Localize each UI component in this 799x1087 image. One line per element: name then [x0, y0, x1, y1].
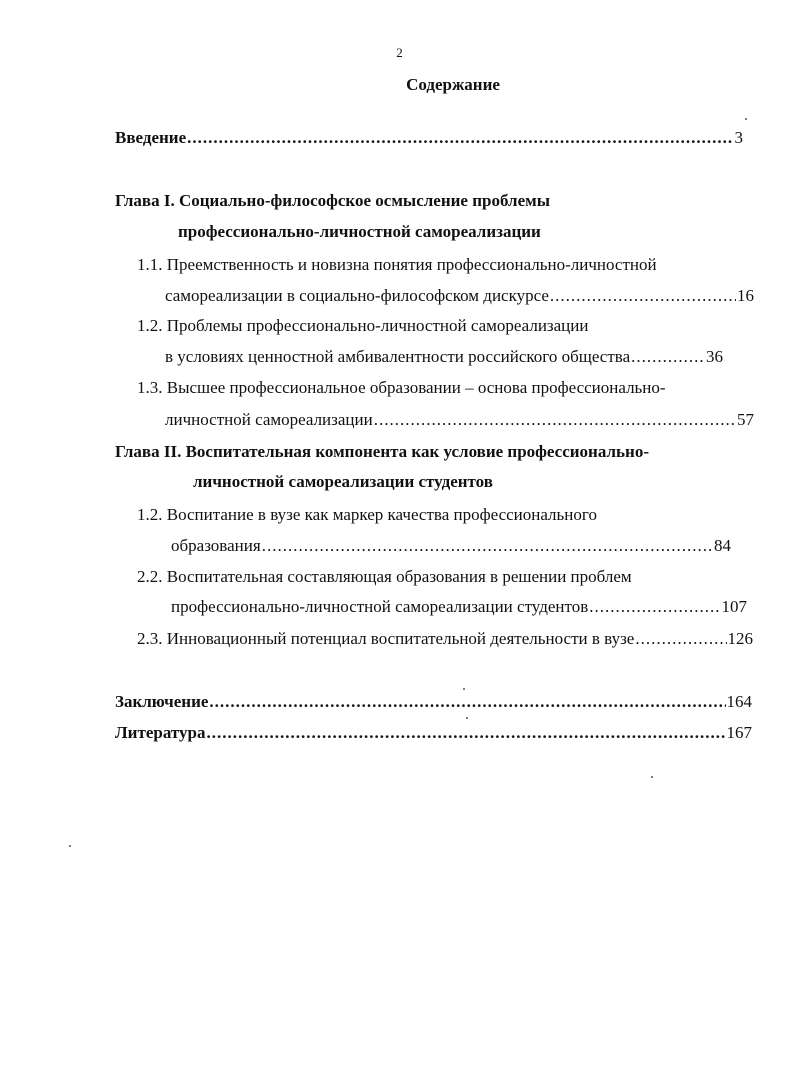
chapter-1-heading-line1[interactable]: Глава I. Социально-философское осмысление проблемы [115, 191, 550, 210]
toc-page-number: 107 [721, 597, 747, 616]
toc-page-number: 57 [737, 410, 754, 429]
toc-entry-label: образования [171, 536, 261, 555]
scan-speck [651, 776, 653, 778]
toc-page-number: 167 [726, 723, 752, 742]
toc-entry-1-3-line1[interactable]: 1.3. Высшее профессиональное образовании – основа профессионально- [137, 378, 666, 397]
toc-entry-label: профессионально-личностной самореализации студентов [171, 597, 589, 616]
toc-entry-1-2[interactable] [165, 347, 723, 367]
toc-entry-conclusion[interactable] [115, 692, 752, 712]
toc-entry-2-1-line1[interactable]: 1.2. Воспитание в вузе как маркер качества профессионального [137, 505, 597, 524]
toc-entry-1-2-line1[interactable]: 1.2. Проблемы профессионально-личностной самореализации [137, 316, 589, 335]
chapter-2-heading-line1[interactable]: Глава II. Воспитательная компонента как условие профессионально- [115, 442, 649, 461]
toc-entry-label: Литература [115, 723, 206, 742]
toc-entry-intro[interactable] [115, 128, 743, 148]
toc-page-number: 84 [714, 536, 731, 555]
toc-entry-1-3[interactable] [165, 410, 754, 430]
toc-entry-2-2-line1[interactable]: 2.2. Воспитательная составляющая образования в решении проблем [137, 567, 632, 586]
toc-page-number: 126 [727, 629, 753, 648]
chapter-1-heading-line2[interactable]: профессионально-личностной самореализации [178, 222, 541, 241]
dot-leader [187, 128, 733, 148]
toc-page-number: 164 [726, 692, 752, 711]
scan-speck [745, 118, 747, 120]
toc-entry-label: в условиях ценностной амбивалентности российского общества [165, 347, 631, 366]
toc-entry-label: Заключение [115, 692, 209, 711]
page-title: Содержание [406, 75, 500, 94]
scan-speck [69, 845, 71, 847]
dot-leader [635, 629, 726, 649]
toc-entry-label: Введение [115, 128, 187, 147]
toc-entry-literature[interactable] [115, 723, 752, 743]
dot-leader [374, 410, 736, 430]
toc-entry-label: самореализации в социально-философском дискурсе [165, 286, 549, 305]
toc-entry-1-1[interactable] [165, 286, 754, 306]
toc-entry-label: 2.3. Инновационный потенциал воспитательной деятельности в вузе [137, 629, 635, 648]
toc-entry-1-1-line1[interactable]: 1.1. Преемственность и новизна понятия профессионально-личностной [137, 255, 657, 274]
dot-leader [206, 723, 725, 743]
dot-leader [589, 597, 720, 617]
toc-entry-label: личностной самореализации [165, 410, 373, 429]
dot-leader [631, 347, 705, 367]
scan-speck [463, 688, 465, 690]
toc-page-number: 16 [737, 286, 754, 305]
scan-speck [466, 717, 468, 719]
toc-entry-2-1[interactable] [171, 536, 731, 556]
page-number: 2 [396, 45, 403, 60]
chapter-2-heading-line2[interactable]: личностной самореализации студентов [193, 472, 493, 491]
toc-entry-2-3[interactable] [137, 629, 753, 649]
dot-leader [209, 692, 725, 712]
toc-page-number: 36 [706, 347, 723, 366]
toc-page-number: 3 [734, 128, 743, 147]
dot-leader [550, 286, 736, 306]
dot-leader [262, 536, 713, 556]
toc-entry-2-2[interactable] [171, 597, 747, 617]
